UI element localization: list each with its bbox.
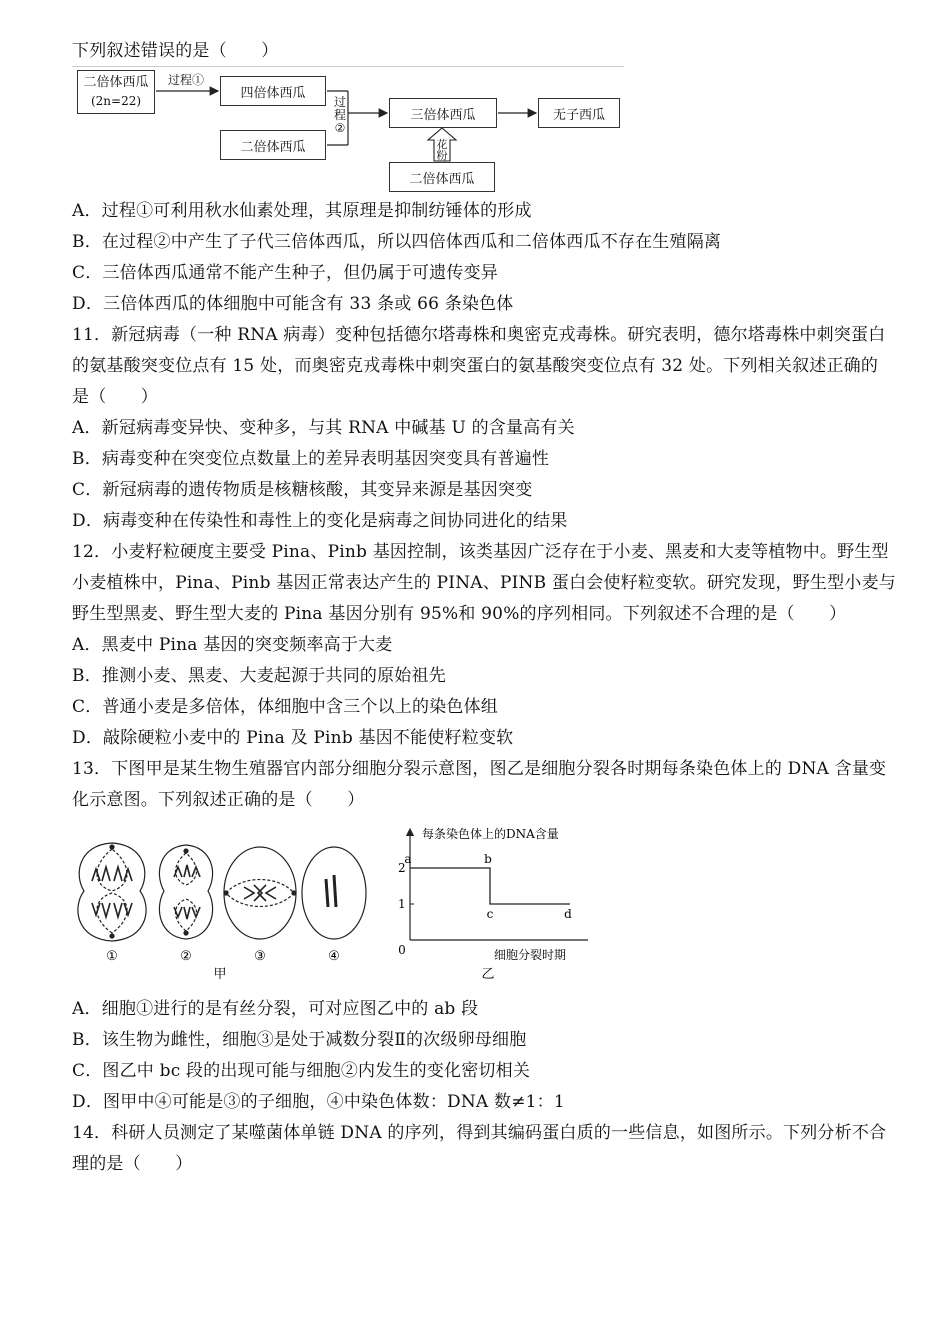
q11-option-c: C．新冠病毒的遗传物质是核糖核酸，其变异来源是基因突变 — [72, 480, 533, 500]
cell-4 — [302, 847, 366, 939]
cell-4-label: ④ — [328, 949, 340, 964]
cell-3-label: ③ — [254, 949, 266, 964]
origin-label: 0 — [398, 943, 406, 957]
q11-stem-2: 的氨基酸突变位点有 15 处，而奥密克戎毒株中刺突蛋白的氨基酸突变位点有 32 处。下列相关叙述正确的 — [72, 356, 879, 376]
q10-option-c: C．三倍体西瓜通常不能产生种子，但仍属于可遗传变异 — [72, 263, 499, 283]
q12-stem-1: 12．小麦籽粒硬度主要受 Pina、Pinb 基因控制，该类基因广泛存在于小麦、黑麦和大麦等植物中。野生型 — [72, 542, 889, 562]
q13-option-c: C．图乙中 bc 段的出现可能与细胞②内发生的变化密切相关 — [72, 1061, 531, 1081]
box-diploid-mid: 二倍体西瓜 — [220, 130, 326, 160]
dna-content-line — [410, 868, 570, 904]
point-label-c: c — [486, 907, 494, 921]
q10-diagram — [72, 66, 632, 196]
box-triploid: 三倍体西瓜 — [389, 98, 497, 128]
point-label-a: a — [404, 852, 412, 866]
q13-option-d: D．图甲中④可能是③的子细胞，④中染色体数：DNA 数≠1：1 — [72, 1092, 565, 1112]
q14-stem-1: 14．科研人员测定了某噬菌体单链 DNA 的序列，得到其编码蛋白质的一些信息，如图所示。下列分析不合 — [72, 1123, 887, 1143]
cell-3 — [224, 847, 296, 939]
y-tick-label-1: 1 — [398, 897, 406, 911]
q10-option-d: D．三倍体西瓜的体细胞中可能含有 33 条或 66 条染色体 — [72, 294, 514, 314]
cell-2 — [159, 845, 212, 939]
label-process2: 过 程 ② — [334, 95, 347, 135]
label-pollen: 花 粉 — [436, 138, 448, 162]
cell-1 — [78, 843, 146, 941]
q13-stem-2: 化示意图。下列叙述正确的是（ ） — [72, 790, 365, 810]
figure-yi-chart — [388, 822, 608, 982]
q12-option-d: D．敲除硬粒小麦中的 Pina 及 Pinb 基因不能使籽粒变软 — [72, 728, 514, 748]
q11-option-a: A．新冠病毒变异快、变种多，与其 RNA 中碱基 U 的含量高有关 — [72, 418, 575, 438]
figure-yi-caption: 乙 — [481, 967, 495, 982]
y-axis-label: 每条染色体上的DNA含量 — [422, 827, 559, 841]
q10-option-b: B．在过程②中产生了子代三倍体西瓜，所以四倍体西瓜和二倍体西瓜不存在生殖隔离 — [72, 232, 722, 252]
label-process1: 过程① — [168, 73, 205, 87]
q10-stem-tail: 下列叙述错误的是（ ） — [72, 41, 279, 61]
box-tetraploid: 四倍体西瓜 — [220, 76, 326, 106]
diagram-arrows — [72, 66, 632, 196]
q12-stem-3: 野生型黑麦、野生型大麦的 Pina 基因分别有 95%和 90%的序列相同。下列叙述不合理的是（ ） — [72, 604, 847, 624]
box-diploid-top-label: 二倍体西瓜 — [83, 75, 149, 90]
point-label-d: d — [564, 907, 572, 921]
q13-option-b: B．该生物为雌性，细胞③是处于减数分裂Ⅱ的次级卵母细胞 — [72, 1030, 527, 1050]
q11-stem-1: 11．新冠病毒（一种 RNA 病毒）变种包括德尔塔毒株和奥密克戎毒株。研究表明，德尔塔毒株中刺突蛋白 — [72, 325, 886, 345]
q14-stem-2: 理的是（ ） — [72, 1154, 193, 1174]
q11-option-b: B．病毒变种在突变位点数量上的差异表明基因突变具有普遍性 — [72, 449, 550, 469]
q10-option-a: A．过程①可利用秋水仙素处理，其原理是抑制纺锤体的形成 — [72, 201, 532, 221]
q11-stem-3: 是（ ） — [72, 387, 158, 407]
x-axis-label: 细胞分裂时期 — [494, 948, 567, 962]
q13-option-a: A．细胞①进行的是有丝分裂，可对应图乙中的 ab 段 — [72, 999, 479, 1019]
box-diploid-bottom: 二倍体西瓜 — [389, 162, 495, 192]
point-label-b: b — [484, 852, 492, 866]
q12-option-c: C．普通小麦是多倍体，体细胞中含三个以上的染色体组 — [72, 697, 499, 717]
q12-stem-2: 小麦植株中，Pina、Pinb 基因正常表达产生的 PINA、PINB 蛋白会使籽粒变软。研究发现，野生型小麦与 — [72, 573, 896, 593]
box-seedless: 无子西瓜 — [538, 98, 620, 128]
figure-jia-caption: 甲 — [213, 967, 227, 982]
q11-option-d: D．病毒变种在传染性和毒性上的变化是病毒之间协同进化的结果 — [72, 511, 568, 531]
figure-jia — [72, 835, 372, 985]
cell-2-label: ② — [180, 949, 192, 964]
y-tick-label-2: 2 — [398, 861, 406, 875]
box-diploid-top-sub: (2n=22) — [90, 94, 142, 108]
cell-1-label: ① — [106, 949, 118, 964]
q12-option-b: B．推测小麦、黑麦、大麦起源于共同的原始祖先 — [72, 666, 446, 686]
q12-option-a: A．黑麦中 Pina 基因的突变频率高于大麦 — [72, 635, 393, 655]
q13-stem-1: 13．下图甲是某生物生殖器官内部分细胞分裂示意图，图乙是细胞分裂各时期每条染色体上的 DNA 含量变 — [72, 759, 887, 779]
